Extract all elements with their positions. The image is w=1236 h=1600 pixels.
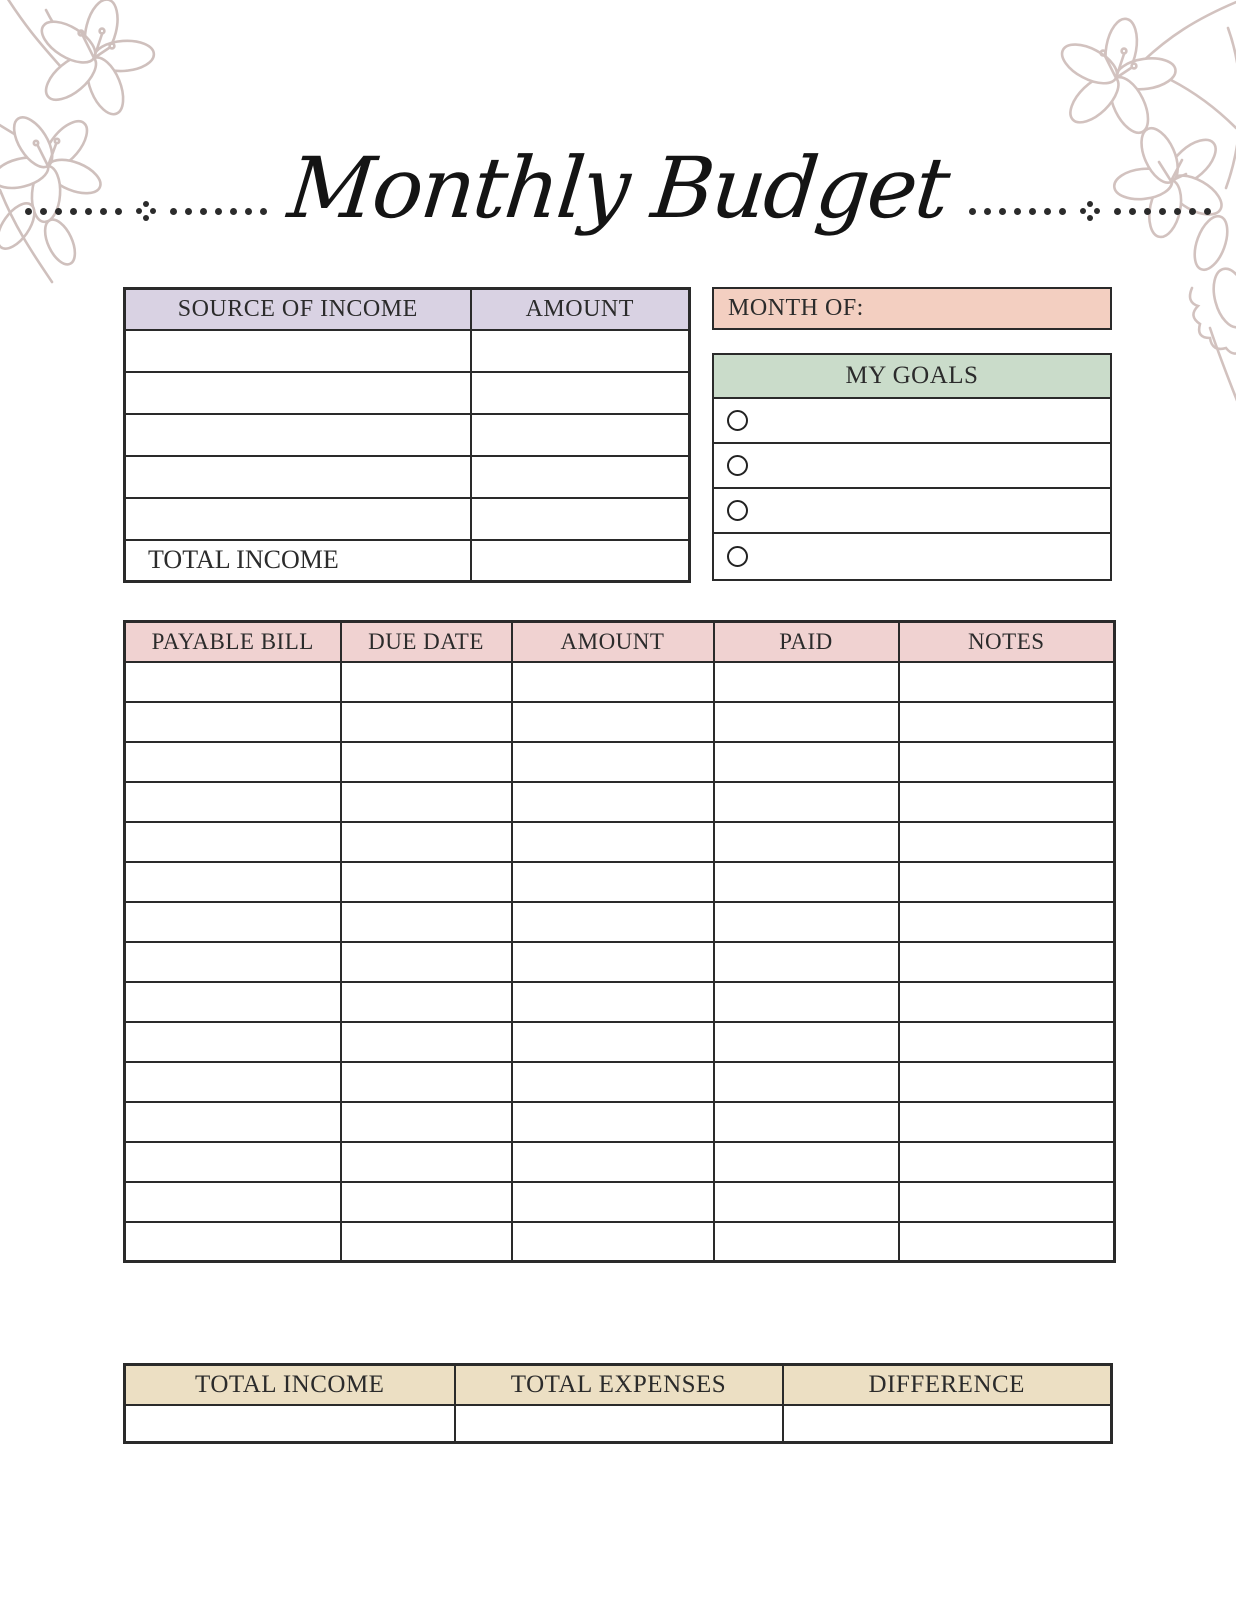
fill-in-cell[interactable] — [125, 902, 341, 942]
fill-in-cell[interactable] — [125, 942, 341, 982]
fill-in-cell[interactable] — [341, 1222, 512, 1262]
fill-in-cell[interactable] — [341, 1062, 512, 1102]
empty-row — [125, 1142, 1115, 1182]
income-header-source: SOURCE OF INCOME — [125, 289, 471, 330]
fill-in-cell[interactable] — [899, 1102, 1115, 1142]
fill-in-cell[interactable] — [899, 1022, 1115, 1062]
fill-in-cell[interactable] — [471, 372, 690, 414]
fill-in-cell[interactable] — [899, 702, 1115, 742]
fill-in-cell[interactable] — [714, 702, 899, 742]
fill-in-cell[interactable] — [512, 782, 714, 822]
fill-in-cell[interactable] — [341, 702, 512, 742]
fill-in-cell[interactable] — [714, 1102, 899, 1142]
fill-in-cell[interactable] — [341, 782, 512, 822]
fill-in-cell[interactable] — [899, 822, 1115, 862]
page-title: Monthly Budget — [283, 139, 953, 237]
fill-in-cell[interactable] — [512, 942, 714, 982]
fill-in-cell[interactable] — [341, 982, 512, 1022]
goal-row[interactable] — [714, 399, 1110, 444]
fill-in-cell[interactable] — [714, 1182, 899, 1222]
fill-in-cell[interactable] — [341, 1022, 512, 1062]
fill-in-cell[interactable] — [899, 902, 1115, 942]
empty-row — [125, 414, 690, 456]
empty-row — [125, 1222, 1115, 1262]
dot-line — [969, 208, 1066, 215]
fill-in-cell[interactable] — [125, 456, 471, 498]
fill-in-cell[interactable] — [125, 1222, 341, 1262]
empty-row — [125, 1405, 1112, 1443]
fill-in-cell[interactable] — [125, 498, 471, 540]
empty-row — [125, 1182, 1115, 1222]
fill-in-cell[interactable] — [341, 902, 512, 942]
goals-rows — [714, 399, 1110, 579]
empty-row — [125, 982, 1115, 1022]
month-of-box[interactable] — [712, 287, 1112, 330]
fill-in-cell[interactable] — [471, 414, 690, 456]
total-income-label: TOTAL INCOME — [125, 540, 471, 582]
fill-in-cell[interactable] — [455, 1405, 783, 1443]
empty-row — [125, 702, 1115, 742]
goals-panel — [712, 353, 1112, 581]
fill-in-cell[interactable] — [125, 822, 341, 862]
fill-in-cell[interactable] — [512, 902, 714, 942]
fill-in-cell[interactable] — [341, 822, 512, 862]
fill-in-cell[interactable] — [125, 1062, 341, 1102]
fill-in-cell[interactable] — [714, 902, 899, 942]
fill-in-cell[interactable] — [512, 702, 714, 742]
fill-in-cell[interactable] — [714, 662, 899, 702]
empty-row — [125, 782, 1115, 822]
goal-row[interactable] — [714, 534, 1110, 579]
fill-in-cell[interactable] — [714, 822, 899, 862]
fill-in-cell[interactable] — [341, 1102, 512, 1142]
total-income-value-cell[interactable] — [471, 540, 690, 582]
empty-row — [125, 1062, 1115, 1102]
fill-in-cell[interactable] — [512, 1022, 714, 1062]
fill-in-cell[interactable] — [512, 742, 714, 782]
fill-in-cell[interactable] — [512, 982, 714, 1022]
goal-row[interactable] — [714, 444, 1110, 489]
fill-in-cell[interactable] — [899, 1222, 1115, 1262]
fill-in-cell[interactable] — [125, 372, 471, 414]
fill-in-cell[interactable] — [125, 1022, 341, 1062]
summary-header-difference: DIFFERENCE — [783, 1365, 1112, 1405]
month-of-label: MONTH OF: — [728, 295, 864, 321]
income-table — [123, 287, 691, 583]
goal-checkbox-circle[interactable] — [727, 546, 748, 567]
fill-in-cell[interactable] — [899, 1062, 1115, 1102]
fill-in-cell[interactable] — [512, 862, 714, 902]
goals-header: MY GOALS — [714, 355, 1110, 399]
fill-in-cell[interactable] — [899, 662, 1115, 702]
bills-table — [123, 620, 1116, 1263]
empty-row — [125, 372, 690, 414]
fill-in-cell[interactable] — [714, 1222, 899, 1262]
dot-line — [170, 208, 267, 215]
bills-header-payable-bill: PAYABLE BILL — [125, 622, 341, 662]
fill-in-cell[interactable] — [512, 1102, 714, 1142]
fill-in-cell[interactable] — [341, 1142, 512, 1182]
fill-in-cell[interactable] — [714, 942, 899, 982]
fill-in-cell[interactable] — [125, 862, 341, 902]
diamond-ornament — [136, 201, 156, 221]
fill-in-cell[interactable] — [899, 1142, 1115, 1182]
fill-in-cell[interactable] — [512, 1182, 714, 1222]
fill-in-cell[interactable] — [471, 330, 690, 372]
fill-in-cell[interactable] — [125, 662, 341, 702]
fill-in-cell[interactable] — [714, 742, 899, 782]
fill-in-cell[interactable] — [125, 1405, 455, 1443]
fill-in-cell[interactable] — [512, 1142, 714, 1182]
fill-in-cell[interactable] — [512, 1222, 714, 1262]
fill-in-cell[interactable] — [714, 1142, 899, 1182]
fill-in-cell[interactable] — [899, 862, 1115, 902]
fill-in-cell[interactable] — [125, 1102, 341, 1142]
fill-in-cell[interactable] — [341, 662, 512, 702]
bills-header-paid: PAID — [714, 622, 899, 662]
summary-table — [123, 1363, 1113, 1444]
fill-in-cell[interactable] — [899, 982, 1115, 1022]
goal-row[interactable] — [714, 489, 1110, 534]
fill-in-cell[interactable] — [125, 330, 471, 372]
title-row — [0, 118, 1236, 258]
fill-in-cell[interactable] — [341, 742, 512, 782]
bills-header-notes: NOTES — [899, 622, 1115, 662]
goal-checkbox-circle[interactable] — [727, 410, 748, 431]
empty-row — [125, 822, 1115, 862]
fill-in-cell[interactable] — [125, 1182, 341, 1222]
fill-in-cell[interactable] — [714, 862, 899, 902]
fill-in-cell[interactable] — [512, 662, 714, 702]
dot-line — [25, 208, 122, 215]
empty-row — [125, 330, 690, 372]
bills-header-amount: AMOUNT — [512, 622, 714, 662]
fill-in-cell[interactable] — [714, 1022, 899, 1062]
fill-in-cell[interactable] — [341, 942, 512, 982]
fill-in-cell[interactable] — [899, 782, 1115, 822]
fill-in-cell[interactable] — [714, 982, 899, 1022]
goal-checkbox-circle[interactable] — [727, 455, 748, 476]
dotted-ornament-right — [969, 201, 1211, 221]
diamond-ornament — [1080, 201, 1100, 221]
fill-in-cell[interactable] — [125, 982, 341, 1022]
fill-in-cell[interactable] — [783, 1405, 1112, 1443]
empty-row — [125, 862, 1115, 902]
summary-header-total-income: TOTAL INCOME — [125, 1365, 455, 1405]
empty-row — [125, 902, 1115, 942]
fill-in-cell[interactable] — [125, 1142, 341, 1182]
summary-header-total-expenses: TOTAL EXPENSES — [455, 1365, 783, 1405]
fill-in-cell[interactable] — [125, 702, 341, 742]
fill-in-cell[interactable] — [125, 782, 341, 822]
fill-in-cell[interactable] — [125, 414, 471, 456]
fill-in-cell[interactable] — [341, 862, 512, 902]
empty-row — [125, 498, 690, 540]
fill-in-cell[interactable] — [471, 498, 690, 540]
fill-in-cell[interactable] — [714, 782, 899, 822]
empty-row — [125, 662, 1115, 702]
empty-row — [125, 742, 1115, 782]
fill-in-cell[interactable] — [125, 742, 341, 782]
fill-in-cell[interactable] — [899, 1182, 1115, 1222]
income-header-amount: AMOUNT — [471, 289, 690, 330]
fill-in-cell[interactable] — [714, 1062, 899, 1102]
fill-in-cell[interactable] — [341, 1182, 512, 1222]
empty-row — [125, 456, 690, 498]
dotted-ornament-left — [25, 201, 267, 221]
fill-in-cell[interactable] — [899, 742, 1115, 782]
empty-row — [125, 1022, 1115, 1062]
bills-header-due-date: DUE DATE — [341, 622, 512, 662]
fill-in-cell[interactable] — [512, 822, 714, 862]
fill-in-cell[interactable] — [899, 942, 1115, 982]
empty-row — [125, 942, 1115, 982]
empty-row — [125, 1102, 1115, 1142]
goal-checkbox-circle[interactable] — [727, 500, 748, 521]
dot-line — [1114, 208, 1211, 215]
fill-in-cell[interactable] — [471, 456, 690, 498]
fill-in-cell[interactable] — [512, 1062, 714, 1102]
